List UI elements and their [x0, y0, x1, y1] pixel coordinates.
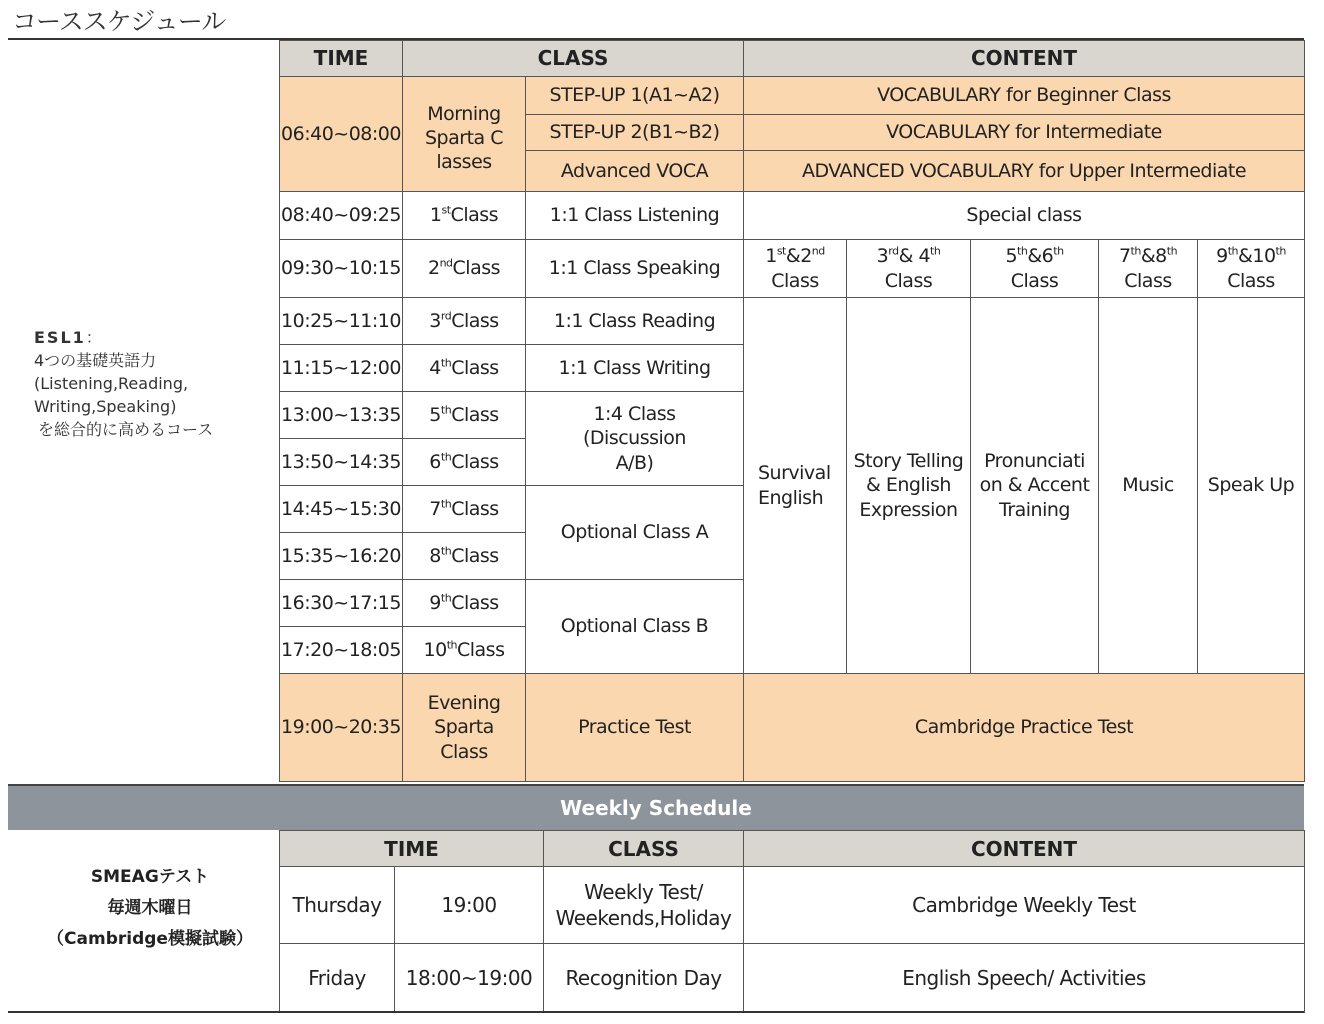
esl-line-2: (Listening,Reading,: [34, 374, 189, 393]
smeag-line-2: 毎週木曜日: [107, 898, 193, 918]
esl-heading: ESL1: [34, 328, 86, 347]
class-time: 13:50~14:35: [280, 439, 403, 486]
class-time: 08:40~09:25: [280, 192, 403, 240]
morning-content-2: VOCABULARY for Intermediate: [744, 115, 1305, 151]
class-type-reading: 1:1 Class Reading: [526, 298, 744, 345]
header-content: CONTENT: [744, 41, 1305, 77]
class-type-optional-a: Optional Class A: [526, 486, 744, 580]
special-subject: Speak Up: [1198, 298, 1305, 674]
special-slot-header: 9th&10th Class: [1198, 240, 1305, 298]
weekly-schedule-bar: Weekly Schedule: [8, 784, 1304, 830]
class-number: 8thClass: [403, 533, 526, 580]
class-row-2: [280, 240, 1305, 298]
evening-class: Practice Test: [526, 674, 744, 782]
class-time: 14:45~15:30: [280, 486, 403, 533]
class-time: 10:25~11:10: [280, 298, 403, 345]
page-title: コーススケジュール: [12, 7, 226, 36]
class-number: 1stClass: [403, 192, 526, 240]
smeag-line-1: SMEAGテスト: [90, 867, 210, 887]
class-number: 2ndClass: [403, 240, 526, 298]
morning-class-2: STEP-UP 2(B1~B2): [526, 115, 744, 151]
header-time: TIME: [280, 41, 403, 77]
class-type-speaking: 1:1 Class Speaking: [526, 240, 744, 298]
class-row-1: [280, 192, 1305, 240]
weekly-content: English Speech/ Activities: [744, 944, 1305, 1013]
class-type-listening: 1:1 Class Listening: [526, 192, 744, 240]
weekly-header-class: CLASS: [544, 831, 744, 867]
special-slot-header: 7th&8th Class: [1099, 240, 1198, 298]
morning-class-1: STEP-UP 1(A1~A2): [526, 77, 744, 115]
class-type-group: 1:4 Class (Discussion A/B): [526, 392, 744, 486]
bottom-divider: [8, 1011, 1304, 1013]
class-type-writing: 1:1 Class Writing: [526, 345, 744, 392]
class-number: 10thClass: [403, 627, 526, 674]
weekly-header-time: TIME: [280, 831, 544, 867]
morning-row-1: [280, 77, 1305, 115]
class-row-3: [280, 298, 1305, 345]
class-number: 3rdClass: [403, 298, 526, 345]
esl-line-1: 4つの基礎英語力: [34, 351, 157, 370]
special-slot-header: 3rd& 4th Class: [847, 240, 971, 298]
class-number: 4thClass: [403, 345, 526, 392]
esl-colon: ：: [85, 328, 102, 347]
esl-line-4: を総合的に高めるコース: [38, 420, 214, 439]
weekly-time: 18:00~19:00: [395, 944, 544, 1013]
evening-label: Evening Sparta Class: [403, 674, 526, 782]
weekly-class: Weekly Test/ Weekends,Holiday: [544, 867, 744, 944]
special-subject: Survival English: [744, 298, 847, 674]
smeag-test-description: [30, 862, 270, 955]
weekly-row-friday: [280, 944, 1305, 1013]
class-number: 7thClass: [403, 486, 526, 533]
class-time: 09:30~10:15: [280, 240, 403, 298]
special-slot-header: 1st&2nd Class: [744, 240, 847, 298]
special-subject: Story Telling & English Expression: [847, 298, 971, 674]
smeag-line-3: （Cambridge模擬試験）: [47, 929, 253, 949]
header-row: [280, 41, 1305, 77]
weekly-class: Recognition Day: [544, 944, 744, 1013]
weekly-schedule-table: [279, 830, 1305, 1013]
class-time: 11:15~12:00: [280, 345, 403, 392]
special-slot-header: 5th&6th Class: [971, 240, 1099, 298]
weekly-day: Thursday: [280, 867, 395, 944]
weekly-header-content: CONTENT: [744, 831, 1305, 867]
weekly-header-row: [280, 831, 1305, 867]
class-number: 6thClass: [403, 439, 526, 486]
morning-content-3: ADVANCED VOCABULARY for Upper Intermediate: [744, 151, 1305, 192]
weekly-day: Friday: [280, 944, 395, 1013]
class-number: 5thClass: [403, 392, 526, 439]
morning-time: 06:40~08:00: [280, 77, 403, 192]
weekly-row-thursday: [280, 867, 1305, 944]
class-time: 17:20~18:05: [280, 627, 403, 674]
class-time: 13:00~13:35: [280, 392, 403, 439]
header-class: CLASS: [403, 41, 744, 77]
class-type-optional-b: Optional Class B: [526, 580, 744, 674]
evening-content: Cambridge Practice Test: [744, 674, 1305, 782]
esl-line-3: Writing,Speaking): [34, 397, 177, 416]
daily-schedule-table: [279, 40, 1305, 782]
special-subject: Pronunciation & Accent Training: [971, 298, 1099, 674]
esl-description: [34, 326, 274, 441]
evening-time: 19:00~20:35: [280, 674, 403, 782]
weekly-time: 19:00: [395, 867, 544, 944]
class-number: 9thClass: [403, 580, 526, 627]
class-time: 15:35~16:20: [280, 533, 403, 580]
weekly-content: Cambridge Weekly Test: [744, 867, 1305, 944]
evening-row: [280, 674, 1305, 782]
morning-class-3: Advanced VOCA: [526, 151, 744, 192]
special-class-label: Special class: [744, 192, 1305, 240]
class-time: 16:30~17:15: [280, 580, 403, 627]
morning-label: Morning Sparta Classes: [403, 77, 526, 192]
morning-content-1: VOCABULARY for Beginner Class: [744, 77, 1305, 115]
special-subject: Music: [1099, 298, 1198, 674]
